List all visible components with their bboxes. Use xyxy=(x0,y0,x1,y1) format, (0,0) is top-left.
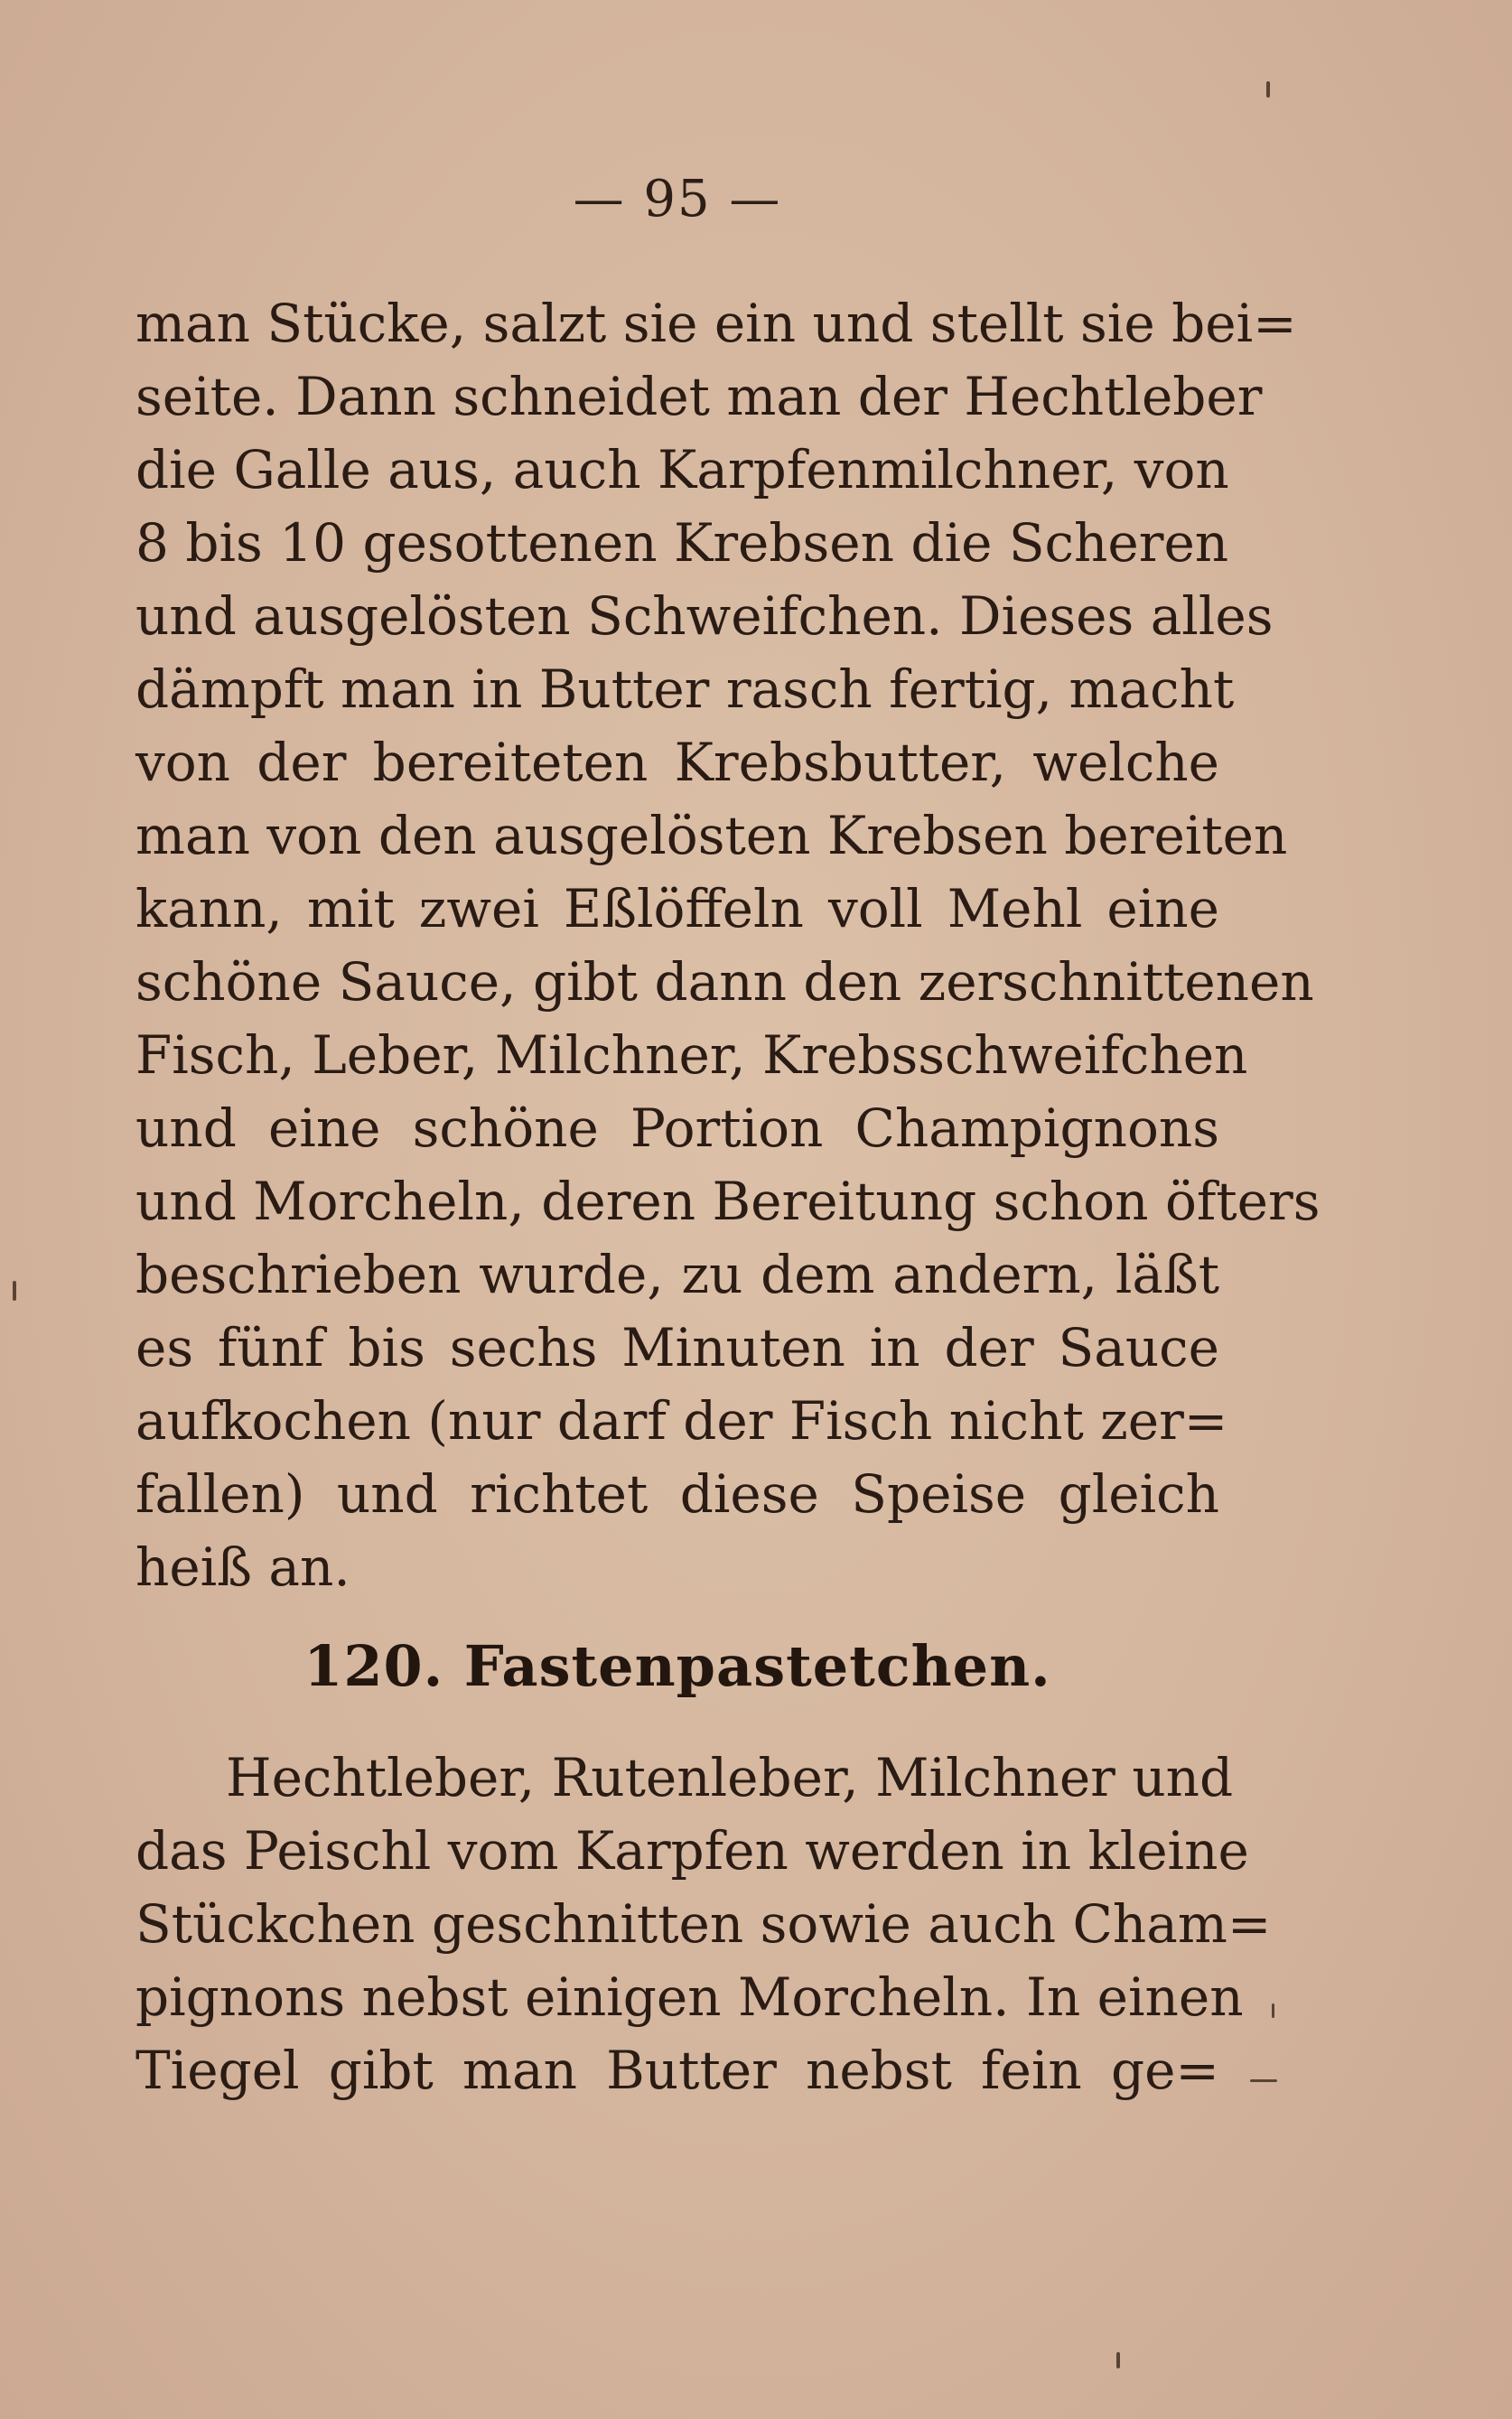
text-line: dämpft man in Butter rasch fertig, macht xyxy=(135,658,1235,720)
text-line: man Stücke, salzt sie ein und stellt sie bei= xyxy=(135,293,1297,354)
text-line: schöne Sauce, gibt dann den zerschnittenen xyxy=(135,951,1314,1013)
text-line: von der bereiteten Krebsbutter, welche xyxy=(135,732,1219,793)
text-line: Hechtleber, Rutenleber, Milchner und xyxy=(226,1747,1234,1808)
recipe-heading: 120. Fastenpastetchen. xyxy=(303,1633,1051,1699)
text-line: man von den ausgelösten Krebsen bereiten xyxy=(135,805,1288,866)
paper-speck xyxy=(1272,2003,1274,2018)
text-line: pignons nebst einigen Morcheln. In einen xyxy=(135,1966,1244,2028)
text-line: heiß an. xyxy=(135,1536,350,1598)
text-line: Stückchen geschnitten sowie auch Cham= xyxy=(135,1893,1272,1955)
paper-speck xyxy=(1116,2352,1120,2368)
text-line: und eine schöne Portion Champignons xyxy=(135,1097,1219,1159)
text-line: die Galle aus, auch Karpfenmilchner, von xyxy=(135,439,1229,500)
text-line: 8 bis 10 gesottenen Krebsen die Scheren xyxy=(135,512,1229,574)
paper-speck xyxy=(13,1281,16,1301)
text-line: seite. Dann schneidet man der Hechtleber xyxy=(135,366,1263,427)
text-line: aufkochen (nur darf der Fisch nicht zer= xyxy=(135,1390,1228,1452)
paragraph-continued xyxy=(135,287,1321,1604)
text-line: kann, mit zwei Eßlöffeln voll Mehl eine xyxy=(135,878,1219,939)
text-line: das Peischl vom Karpfen werden in kleine xyxy=(135,1820,1249,1882)
text-line: beschrieben wurde, zu dem andern, läßt xyxy=(135,1244,1219,1305)
text-line: Fisch, Leber, Milchner, Krebsschweifchen xyxy=(135,1024,1248,1086)
text-line: es fünf bis sechs Minuten in der Sauce xyxy=(135,1317,1219,1378)
text-line: fallen) und richtet diese Speise gleich xyxy=(135,1463,1219,1525)
recipe-paragraph xyxy=(135,1742,1272,2107)
paper-speck xyxy=(1266,81,1270,98)
paper-speck xyxy=(1250,2079,1277,2082)
page-number: — 95 — xyxy=(573,170,782,229)
text-line: und ausgelösten Schweifchen. Dieses alles xyxy=(135,585,1274,647)
text-line: und Morcheln, deren Bereitung schon öfters xyxy=(135,1171,1321,1232)
text-line: Tiegel gibt man Butter nebst fein ge= xyxy=(135,2040,1219,2101)
